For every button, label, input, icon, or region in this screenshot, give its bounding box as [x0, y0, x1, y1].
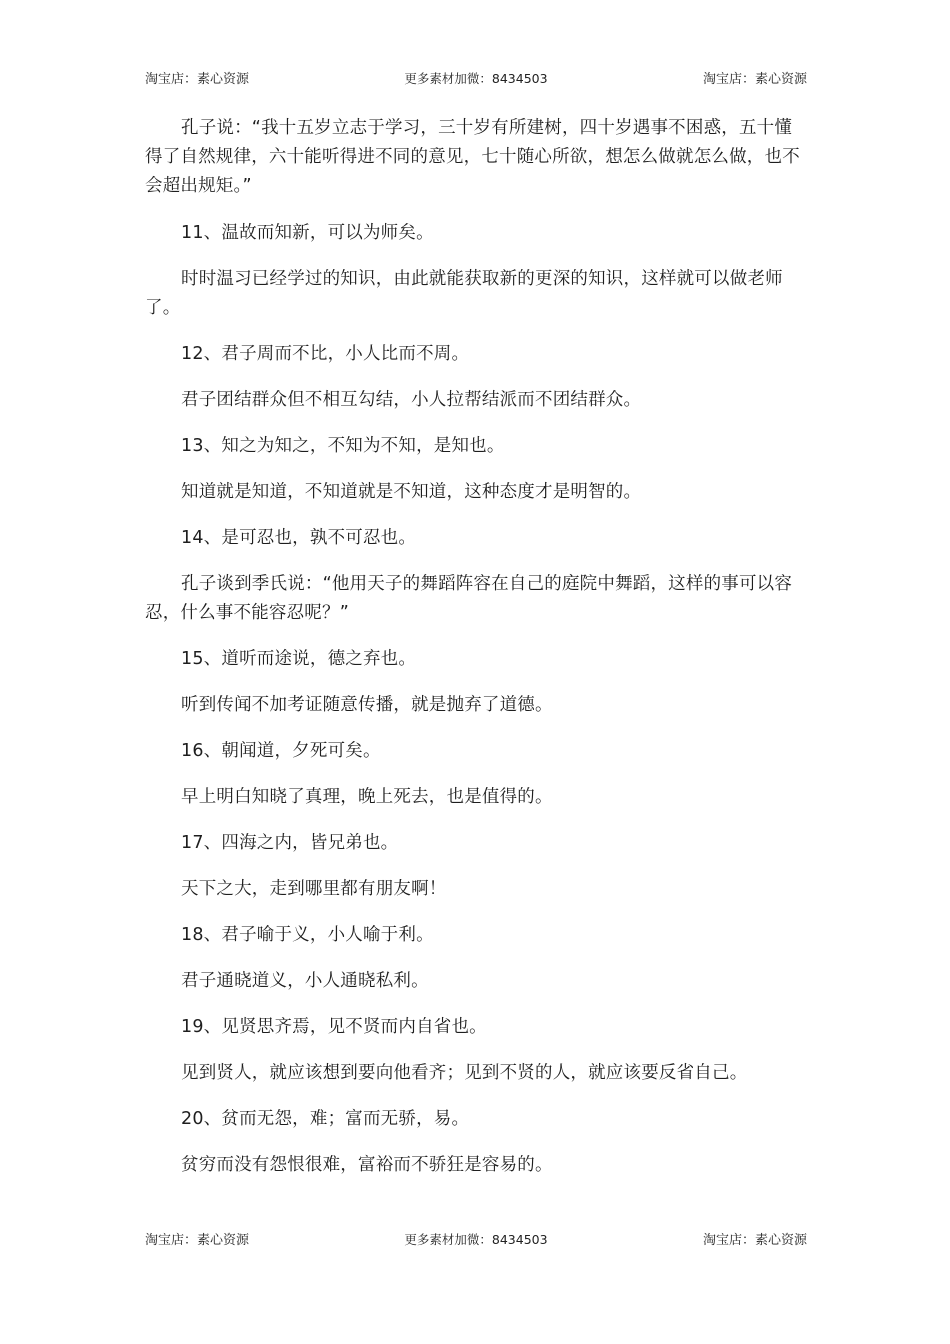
paragraph: 见到贤人，就应该想到要向他看齐；见到不贤的人，就应该要反省自己。	[181, 1063, 748, 1083]
header-right: 淘宝店：素心资源	[702, 72, 807, 87]
paragraph: 12、君子周而不比，小人比而不周。	[181, 344, 470, 364]
paragraph: 君子团结群众但不相互勾结，小人拉帮结派而不团结群众。	[181, 390, 642, 410]
paragraph: 天下之大，走到哪里都有朋友啊！	[181, 879, 447, 899]
paragraph: 孔子说：“我十五岁立志于学习，三十岁有所建树，四十岁遇事不困惑，五十懂得了自然规律，六十能听得进不同的意见，七十随心所欲，想怎么做就怎么做，也不会超出规矩。”	[145, 118, 800, 196]
page-header	[145, 68, 807, 87]
paragraph: 君子通晓道义，小人通晓私利。	[181, 971, 429, 991]
paragraph: 19、见贤思齐焉，见不贤而内自省也。	[181, 1017, 487, 1037]
footer-right: 淘宝店：素心资源	[702, 1233, 807, 1248]
paragraph: 孔子谈到季氏说：“他用天子的舞蹈阵容在自己的庭院中舞蹈，这样的事可以容忍，什么事不能容忍呢？”	[145, 574, 793, 623]
paragraph: 18、君子喻于义，小人喻于利。	[181, 925, 434, 945]
paragraph: 20、贫而无怨，难；富而无骄，易。	[181, 1109, 470, 1129]
header-center: 更多素材加微：8434503	[404, 70, 548, 86]
paragraph: 贫穷而没有怨恨很难，富裕而不骄狂是容易的。	[181, 1155, 553, 1175]
paragraph: 17、四海之内，皆兄弟也。	[181, 833, 399, 853]
paragraph: 知道就是知道，不知道就是不知道，这种态度才是明智的。	[181, 482, 642, 502]
footer-center: 更多素材加微：8434503	[404, 1231, 548, 1247]
paragraph: 早上明白知晓了真理，晚上死去，也是值得的。	[181, 787, 553, 807]
paragraph: 15、道听而途说，德之弃也。	[181, 649, 417, 669]
paragraph: 听到传闻不加考证随意传播，就是抛弃了道德。	[181, 695, 553, 715]
page-footer	[145, 1229, 807, 1248]
paragraph: 13、知之为知之，不知为不知，是知也。	[181, 436, 505, 456]
header-left: 淘宝店：素心资源	[145, 72, 250, 87]
paragraph: 16、朝闻道，夕死可矣。	[181, 741, 381, 761]
paragraph: 11、温故而知新，可以为师矣。	[181, 223, 434, 243]
footer-left: 淘宝店：素心资源	[145, 1233, 250, 1248]
paragraph: 14、是可忍也，孰不可忍也。	[181, 528, 417, 548]
paragraph: 时时温习已经学过的知识，由此就能获取新的更深的知识，这样就可以做老师了。	[145, 269, 783, 318]
document-body	[145, 114, 807, 1197]
